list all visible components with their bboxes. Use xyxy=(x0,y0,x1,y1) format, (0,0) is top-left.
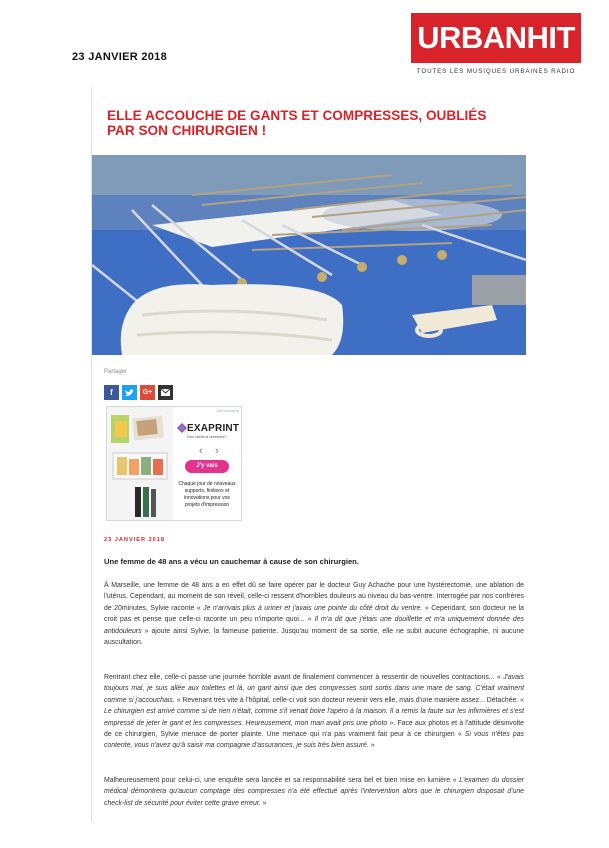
article-headline: ELLE ACCOUCHE DE GANTS ET COMPRESSES, OUBLIÉS PAR SON CHIRURGIEN ! xyxy=(107,108,487,138)
article-paragraph-2: Rentrant chez elle, celle-ci passe une journée horrible avant de finalement commencer à ressentir de nouvelles contractions... « J'avais toujours mal, je suis allée aux toilettes et là, un gant ainsi que des compresses sont sortis dans une mare de sang. C'était vraiment comme si j'accouchais. » Revenant très vite à l'hôpital, celle-ci voit son docteur revenir vers elle, mais d'une manière assez... Détachée. « Le chirurgien est arrivé comme si de rien n'était, comme s'il venait boire l'apéro à la maison. Il a remis la faute sur les infirmières et s'est empressé de jeter le gant et les compresses. Heureusement, mon mari avait pris une photo ». Face aux photos et à l'attitude désinvolte de ce chirurgien, Sylvie menace de porter plainte. Une menace qui n'a pas vraiment fait peur à ce chirurgien « Si vous n'êtes pas contente, vous n'avez qu'à saisir ma compagnie d'assurances, je suis très bien assuré. » xyxy=(104,674,524,750)
hero-image xyxy=(92,155,526,355)
page-date: 23 JANVIER 2018 xyxy=(72,51,167,63)
advertisement[interactable] xyxy=(106,406,242,521)
ad-cta-button[interactable]: J'y vais xyxy=(185,460,229,473)
email-icon xyxy=(161,389,170,396)
article-paragraph-1: À Marseille, une femme de 48 ans a en effet dû se faire opérer par le docteur Guy Achache pour une hystérectomie, une ablation de l'utérus. Cependant, au moment de son réveil, celle-ci ressent d'horribles douleurs au niveau du bas-ventre. Interrogée par nos confrères de 20minutes, Sylvie raconte « Je n'arrivais plus à uriner et j'avais une pointe du côté droit du ventre. » Cependant, son docteur ne la croit pas et pense que celle-ci raconte un peu n'importe quoi... « Il m'a dit que j'étais une douillette et m'a uniquement donnée des antidouleurs » ajoute ainsi Sylvie, la fameuse patiente. Jusqu'au moment de sa sortie, elle ne subit aucune échographie, ni aucune auscultation. xyxy=(104,582,524,647)
facebook-icon: f xyxy=(110,388,113,397)
exaprint-logo-icon xyxy=(177,423,187,433)
share-google-plus-button[interactable] xyxy=(140,385,155,400)
ad-brand: EXAPRINT xyxy=(187,423,240,434)
site-tagline: TOUTES LES MUSIQUES URBAINES RADIO xyxy=(416,68,576,75)
ad-text: Chaque jour de nouveaux supports, finitions et innovations pour vos projets d'impression xyxy=(178,481,236,508)
twitter-icon xyxy=(125,389,134,397)
ad-next-arrow[interactable]: › xyxy=(215,445,219,457)
article-date: 23 JANVIER 2018 xyxy=(104,537,166,543)
share-facebook-button[interactable] xyxy=(104,385,119,400)
article-paragraph-3: Malheureusement pour celui-ci, une enquête sera lancée et sa responsabilité sera bel et bien mise en lumière « L'examen du dossier médical démontrera qu'aucun comptage des compresses n'a été effectué après l'intervention alors que le chirurgien disposait d'une check-list de sécurité pour éviter cette grave erreur. » xyxy=(104,777,524,807)
share-email-button[interactable] xyxy=(158,385,173,400)
share-twitter-button[interactable] xyxy=(122,385,137,400)
article-lead: Une femme de 48 ans a vécu un cauchemar à cause de son chirurgien. xyxy=(104,557,359,566)
ad-prev-arrow[interactable]: ‹ xyxy=(199,445,203,457)
share-label: Partager xyxy=(104,369,128,375)
logo-text: URBANHIT xyxy=(417,20,575,55)
ad-brand-sub: Des idées à revendre ! xyxy=(187,434,228,439)
ad-badge[interactable]: AdChoices ▸ xyxy=(216,408,239,413)
google-plus-icon: G+ xyxy=(142,389,153,396)
site-logo[interactable] xyxy=(411,13,581,63)
